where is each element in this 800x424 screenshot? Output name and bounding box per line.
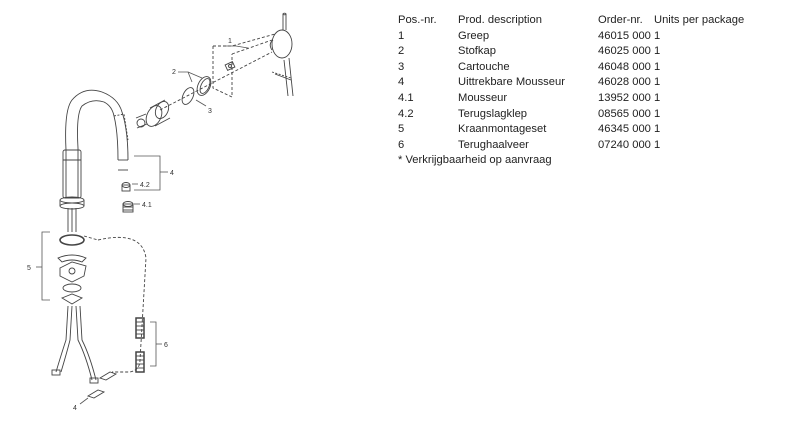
cell-pos: 4 xyxy=(398,76,405,89)
cell-units: 1 xyxy=(654,60,661,73)
cell-units: 1 xyxy=(654,29,661,42)
table-row xyxy=(398,75,788,91)
callout-4-2: 4.2 xyxy=(140,182,150,189)
callout-3: 3 xyxy=(208,108,212,115)
aerator-parts xyxy=(122,183,133,213)
header-description: Prod. description xyxy=(458,14,542,26)
cell-order-nr: 07240 000 xyxy=(598,138,651,151)
cell-pos: 5 xyxy=(398,123,405,136)
callout-4: 4 xyxy=(170,170,174,177)
cell-description: Uittrekbare Mousseur xyxy=(458,76,565,89)
handle-assembly xyxy=(270,13,293,96)
cell-units: 1 xyxy=(654,123,661,136)
callout-4-1: 4.1 xyxy=(142,202,152,209)
cell-pos: 6 xyxy=(398,138,405,151)
cell-units: 1 xyxy=(654,91,661,104)
mounting-set xyxy=(58,235,86,304)
header-order-nr: Order-nr. xyxy=(598,14,643,26)
cell-description: Greep xyxy=(458,29,490,42)
cell-pos: 4.1 xyxy=(398,91,414,104)
cell-order-nr: 46345 000 xyxy=(598,123,651,136)
screw xyxy=(225,62,235,71)
table-row xyxy=(398,107,788,123)
table-row xyxy=(398,44,788,60)
cell-pos: 2 xyxy=(398,45,405,58)
supply-hoses xyxy=(52,306,98,383)
table-row xyxy=(398,138,788,154)
cell-description: Terughaalveer xyxy=(458,138,529,151)
cell-description: Kraanmontageset xyxy=(458,123,547,136)
cell-description: Mousseur xyxy=(458,91,508,104)
cell-description: Terugslagklep xyxy=(458,107,528,120)
table-row xyxy=(398,91,788,107)
cartridge xyxy=(136,99,171,129)
table-header-row xyxy=(398,13,788,29)
bottom-parts xyxy=(88,372,116,398)
header-units: Units per package xyxy=(654,14,745,26)
header-pos: Pos.-nr. xyxy=(398,14,437,26)
callout-6: 6 xyxy=(164,342,168,349)
table-row xyxy=(398,29,788,45)
cell-description: Stofkap xyxy=(458,45,496,58)
cell-units: 1 xyxy=(654,45,661,58)
faucet-body xyxy=(63,90,128,198)
cell-order-nr: 46028 000 xyxy=(598,76,651,89)
cell-order-nr: 13952 000 xyxy=(598,91,651,104)
cell-units: 1 xyxy=(654,138,661,151)
cell-order-nr: 46025 000 xyxy=(598,45,651,58)
seal-rings xyxy=(180,74,214,106)
cell-order-nr: 46048 000 xyxy=(598,60,651,73)
cell-pos: 3 xyxy=(398,60,405,73)
callout-4-bottom: 4 xyxy=(73,405,77,412)
callout-1: 1 xyxy=(228,38,232,45)
callout-labels xyxy=(27,38,232,412)
cell-pos: 1 xyxy=(398,29,405,42)
cell-units: 1 xyxy=(654,107,661,120)
cell-order-nr: 46015 000 xyxy=(598,29,651,42)
exploded-axis xyxy=(160,34,275,110)
cell-order-nr: 08565 000 xyxy=(598,107,651,120)
retraction-springs xyxy=(136,318,144,372)
cell-description: Cartouche xyxy=(458,60,510,73)
cell-pos: 4.2 xyxy=(398,107,414,120)
faucet-base xyxy=(60,197,84,232)
callout-5: 5 xyxy=(27,265,31,272)
parts-table xyxy=(398,13,788,168)
exploded-parts-diagram xyxy=(0,0,380,424)
cell-units: 1 xyxy=(654,76,661,89)
table-row xyxy=(398,122,788,138)
availability-note: * Verkrijgbaarheid op aanvraag xyxy=(398,154,552,167)
callout-2: 2 xyxy=(172,69,176,76)
table-row xyxy=(398,60,788,76)
